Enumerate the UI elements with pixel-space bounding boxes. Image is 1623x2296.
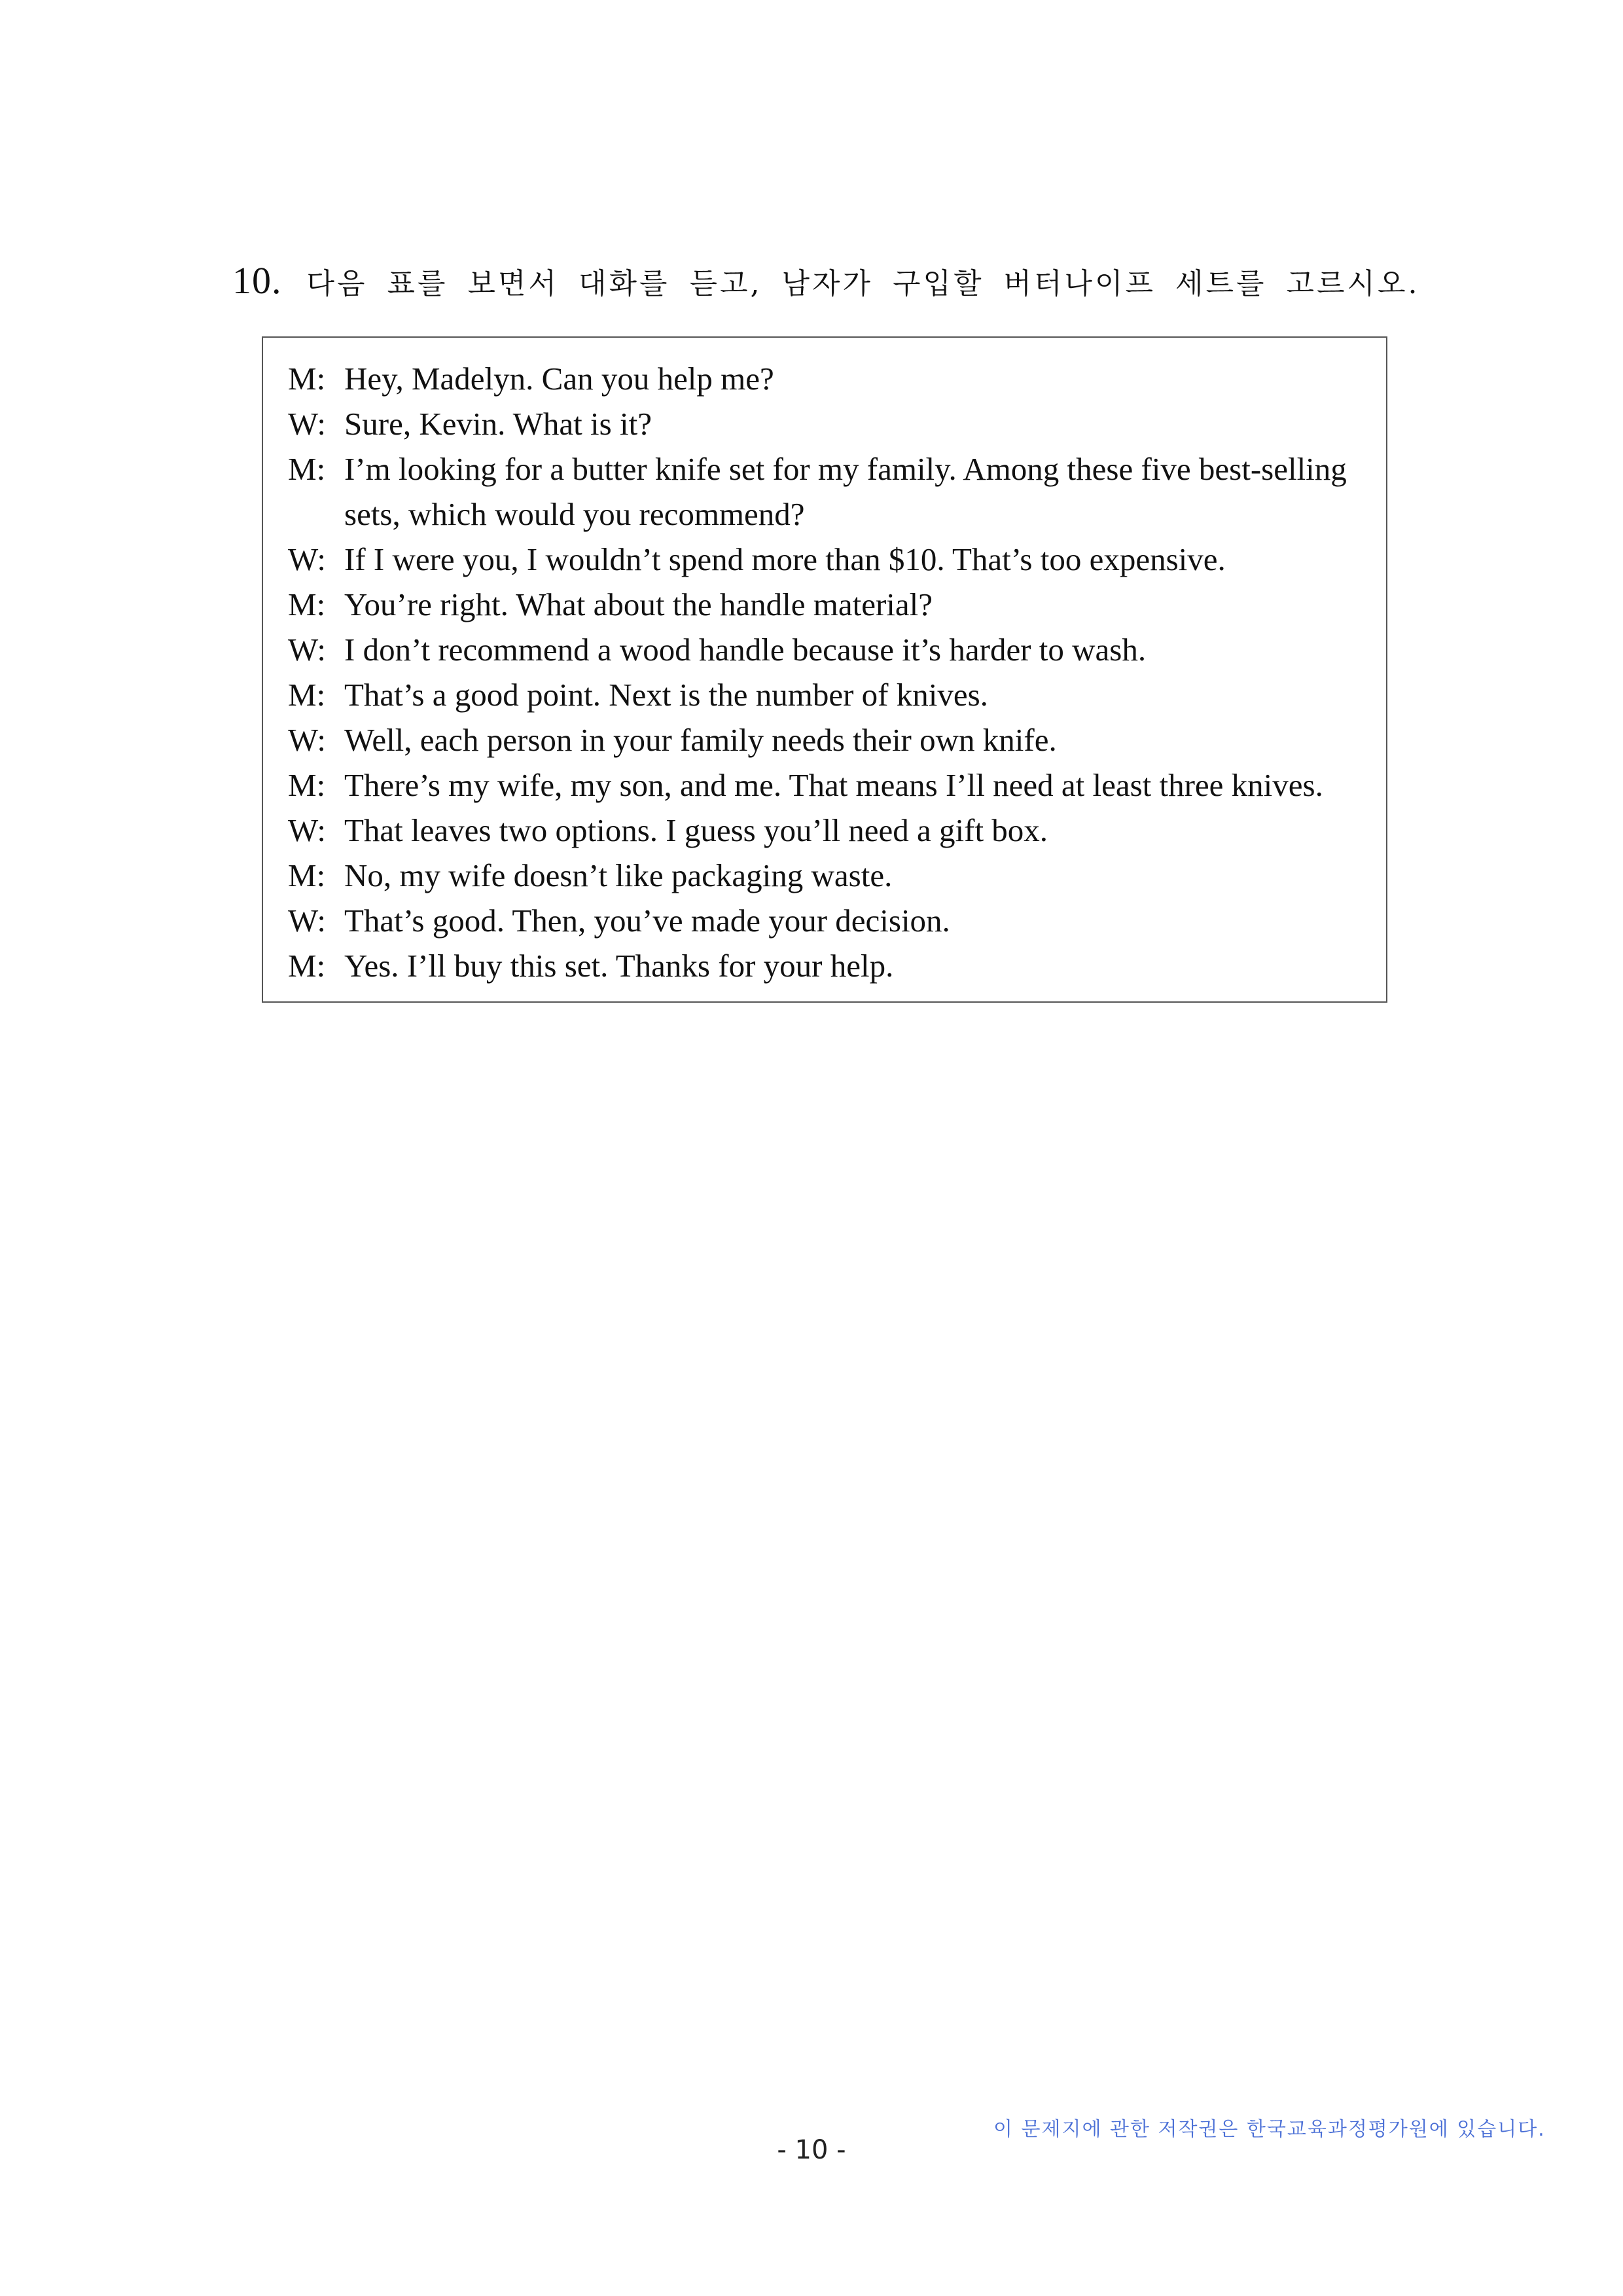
utterance: Well, each person in your family needs their own knife. [344,722,1057,758]
dialogue-line [288,401,1373,446]
dialogue-line [288,672,1373,717]
question-number: 10. [232,259,282,302]
page-number: - 10 - [777,2135,846,2165]
question-text: 다음 표를 보면서 대화를 듣고, 남자가 구입할 버터나이프 세트를 고르시오. [306,267,1420,300]
dialogue-line [288,717,1373,762]
utterance-continuation: sets, which would you recommend? [344,496,805,532]
copyright-notice: 이 문제지에 관한 저작권은 한국교육과정평가원에 있습니다. [993,2118,1546,2141]
dialogue-line [288,853,1373,898]
dialogue-line [288,356,1373,401]
dialogue-line [288,943,1373,988]
speaker-label: M: [288,586,326,622]
dialogue-line [288,898,1373,943]
utterance: If I were you, I wouldn’t spend more than $10. That’s too expensive. [344,541,1226,577]
dialogue-line [288,808,1373,853]
utterance: I’m looking for a butter knife set for my family. Among these five best-selling [344,451,1347,487]
speaker-label: W: [288,903,327,939]
utterance: No, my wife doesn’t like packaging waste. [344,857,893,893]
speaker-label: M: [288,857,326,893]
question-header [232,259,1420,317]
utterance: Sure, Kevin. What is it? [344,406,652,442]
speaker-label: M: [288,361,326,397]
speaker-label: W: [288,632,327,668]
speaker-label: M: [288,677,326,713]
utterance: You’re right. What about the handle material? [344,586,933,622]
utterance: That’s good. Then, you’ve made your decision. [344,903,950,939]
speaker-label: M: [288,767,326,803]
speaker-label: M: [288,451,326,487]
speaker-label: M: [288,948,326,984]
dialogue-line [288,537,1373,582]
dialogue-line [288,627,1373,672]
dialogue-line [288,582,1373,627]
speaker-label: W: [288,541,327,577]
speaker-label: W: [288,812,327,848]
utterance: That’s a good point. Next is the number of knives. [344,677,988,713]
utterance: There’s my wife, my son, and me. That means I’ll need at least three knives. [344,767,1323,803]
dialogue-line [288,446,1373,492]
speaker-label: W: [288,722,327,758]
dialogue-script-box [262,336,1387,1003]
dialogue-line [288,762,1373,808]
utterance: Hey, Madelyn. Can you help me? [344,361,774,397]
utterance: That leaves two options. I guess you’ll need a gift box. [344,812,1048,848]
utterance: Yes. I’ll buy this set. Thanks for your help. [344,948,894,984]
utterance: I don’t recommend a wood handle because it’s harder to wash. [344,632,1147,668]
speaker-label: W: [288,406,327,442]
